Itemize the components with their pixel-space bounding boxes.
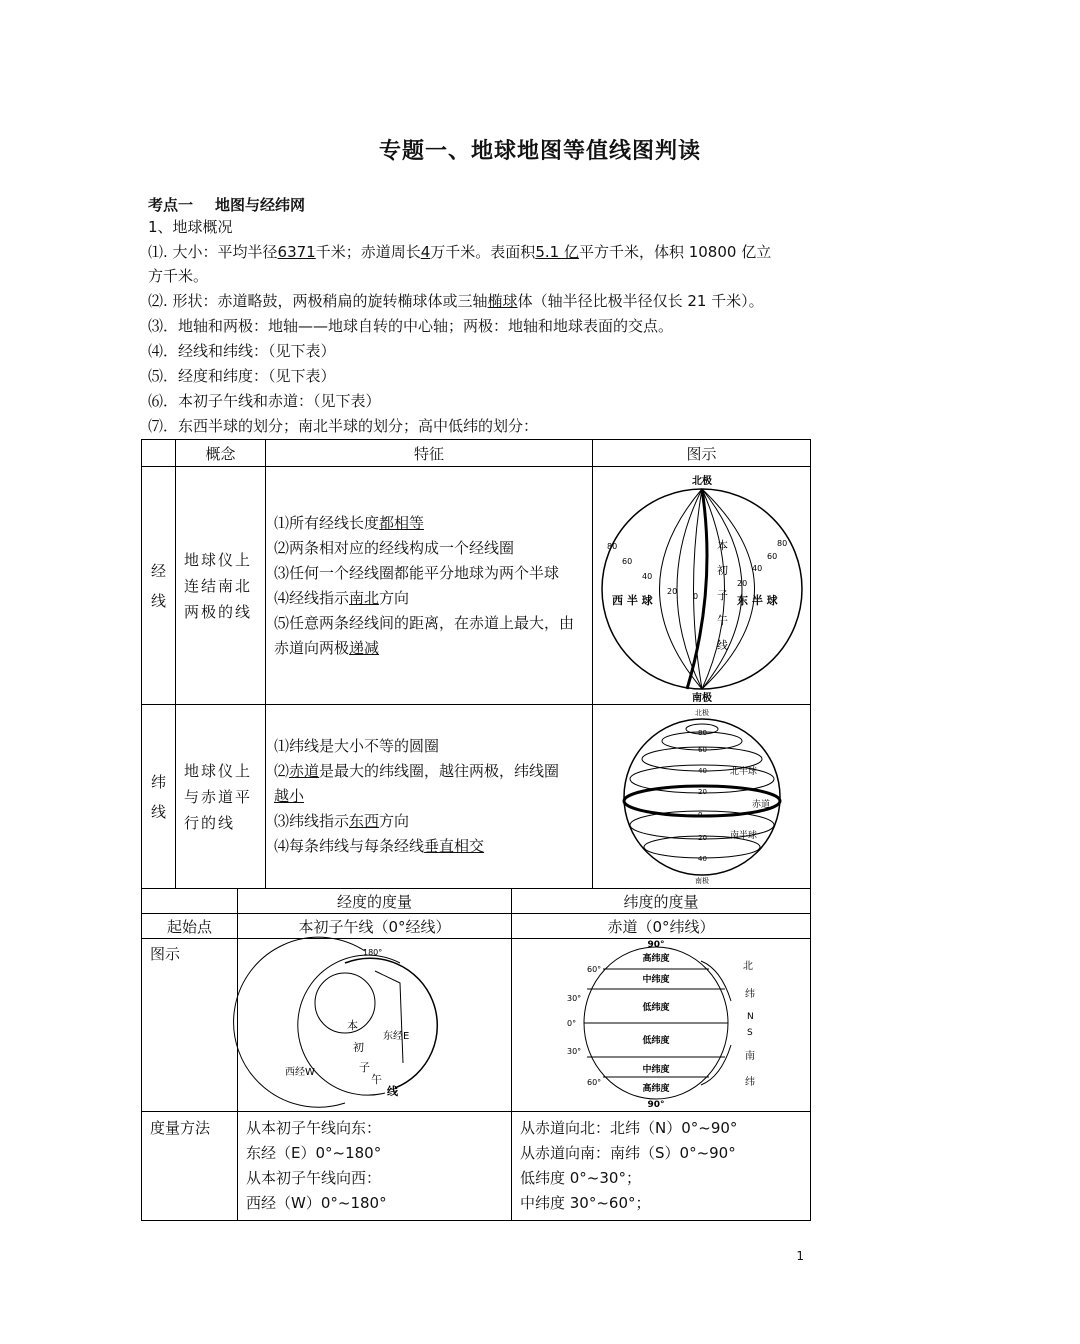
lat-right-label: 南 — [745, 1051, 755, 1062]
lat-label: 40 — [697, 854, 707, 863]
page-number: 1 — [796, 1249, 804, 1263]
northern-hemisphere-label: 北半球 — [729, 766, 757, 777]
lat-label: 80 — [697, 728, 707, 737]
lat-90-north: 90° — [647, 940, 665, 950]
lat-label: 0 — [697, 810, 702, 819]
lon-label: 40 — [751, 563, 762, 573]
start-label: 起始点 — [142, 914, 238, 939]
line-hemispheres: ⑺．东西半球的划分；南北半球的划分；高中低纬的划分： — [148, 417, 539, 435]
east-longitude-label: 东经E — [382, 1031, 409, 1042]
latitude-figure-cell — [512, 939, 811, 1112]
features-parallel: ⑴纬线是大小不等的圆圈 ⑵赤道是最大的纬线圈，越往两极，纬线圈 越小 ⑶纬线指示东西方向 ⑷每条纬线与每条经线垂直相交 — [266, 705, 593, 889]
lat-right-label: 纬 — [745, 989, 755, 1000]
lon-label: 20 — [736, 578, 747, 588]
zone-label: 中纬度 — [642, 975, 670, 985]
measure-table — [141, 888, 811, 1221]
empty-header — [142, 440, 176, 467]
lat-left-label: 0° — [567, 1019, 577, 1028]
figure-parallel — [593, 705, 811, 889]
west-longitude-label: 西经W — [284, 1067, 315, 1078]
header-concept: 概念 — [176, 440, 266, 467]
lon-label: 20 — [666, 586, 677, 596]
start-latitude: 赤道（0°纬线） — [512, 914, 811, 939]
north-pole-label: 北极 — [691, 475, 712, 487]
start-longitude: 本初子午线（0°经线） — [238, 914, 512, 939]
lat-label: 60 — [697, 745, 707, 754]
prime-meridian-char: 线 — [386, 1085, 398, 1098]
zone-label: 高纬度 — [642, 954, 670, 964]
lat-90-south: 90° — [647, 1100, 665, 1110]
page-title: 专题一、地球地图等值线图判读 — [378, 139, 701, 164]
header-latitude: 纬度的度量 — [512, 889, 811, 914]
zone-label: 低纬度 — [642, 1003, 670, 1013]
line-shape: ⑵. 形状：赤道略鼓，两极稍扁的旋转椭球体或三轴椭球体（轴半径比极半径仅长 21 千米）。 — [148, 292, 764, 310]
lat-right-label: S — [747, 1028, 753, 1038]
meridian-char: 初 — [716, 563, 728, 577]
meridian-char: 线 — [716, 638, 728, 652]
longitude-figure-cell — [238, 939, 512, 1112]
lon-label: 60 — [766, 551, 777, 561]
zone-label: 高纬度 — [642, 1084, 670, 1094]
header-longitude: 经度的度量 — [238, 889, 512, 914]
concept-parallel: 地球仪上与赤道平行的线 — [176, 705, 266, 889]
figure-label: 图示 — [142, 939, 238, 1112]
concept-table — [141, 439, 811, 889]
figure-meridian — [593, 467, 811, 705]
line-axis: ⑶．地轴和两极：地轴——地球自转的中心轴；两极：地轴和地球表面的交点。 — [148, 317, 674, 335]
lat-left-label: 60° — [587, 1078, 602, 1087]
method-latitude: 从赤道向北：北纬（N）0°~90° 从赤道向南：南纬（S）0°~90° 低纬度 0°~30°； 中纬度 30°~60°； — [512, 1112, 811, 1221]
lat-right-label: N — [747, 1012, 754, 1022]
lon-label: 0 — [692, 591, 698, 601]
west-hemisphere-label: 西 半 球 — [611, 593, 653, 607]
section-label: 考点一 — [148, 196, 194, 214]
row-name-meridian: 经线 — [142, 467, 176, 705]
lat-label: 20 — [697, 787, 707, 796]
southern-hemisphere-label: 南半球 — [729, 830, 757, 841]
zone-label: 低纬度 — [642, 1036, 670, 1046]
method-longitude: 从本初子午线向东： 东经（E）0°~180° 从本初子午线向西： 西经（W）0°~180° — [238, 1112, 512, 1221]
line-prime: ⑹．本初子午线和赤道：（见下表） — [148, 392, 381, 410]
method-label: 度量方法 — [142, 1112, 238, 1221]
lon-label: 60 — [621, 556, 632, 566]
prime-meridian-char: 午 — [370, 1073, 382, 1086]
meridian-char: 午 — [716, 613, 728, 627]
lat-left-label: 60° — [587, 965, 602, 974]
lon-label: 40 — [641, 571, 652, 581]
lat-label: 40 — [697, 766, 707, 775]
south-pole-label: 南极 — [691, 692, 712, 704]
header-feature: 特征 — [266, 440, 593, 467]
south-pole-label: 南极 — [694, 876, 709, 885]
empty-header — [142, 889, 238, 914]
line-meridians: ⑷．经线和纬线：（见下表） — [148, 342, 336, 360]
line-degrees: ⑸．经度和纬度：（见下表） — [148, 367, 336, 385]
lat-left-label: 30° — [567, 1047, 582, 1056]
prime-meridian-char: 本 — [346, 1019, 358, 1032]
lon-180-label: 180° — [362, 948, 382, 957]
meridian-char: 本 — [716, 538, 728, 552]
section-heading — [148, 194, 305, 215]
meridian-globe-figure — [597, 471, 807, 704]
line-size-cont: 方千米。 — [148, 267, 209, 285]
line-size: ⑴. 大小：平均半径6371千米；赤道周长4万千米。表面积5.1 亿平方千米，体积 10800 亿立 — [148, 243, 772, 261]
row-parallel — [142, 705, 811, 889]
east-hemisphere-label: 东 半 球 — [736, 593, 778, 607]
item-heading: 1、地球概况 — [148, 218, 233, 236]
row-meridian — [142, 467, 811, 705]
concept-meridian: 地球仪上连结南北两极的线 — [176, 467, 266, 705]
lon-label: 80 — [776, 538, 787, 548]
lat-label: 20 — [697, 833, 707, 842]
north-pole-label: 北极 — [694, 708, 709, 717]
features-meridian: ⑴所有经线长度都相等 ⑵两条相对应的经线构成一个经线圈 ⑶任何一个经线圈都能平分地球为两个半球 ⑷经线指示南北方向 ⑸任意两条经线间的距离，在赤道上最大，由赤道向两极递减 — [266, 467, 593, 705]
parallel-globe-figure — [612, 707, 792, 883]
meridian-char: 子 — [716, 588, 728, 602]
lon-label: 80 — [606, 541, 617, 551]
latitude-figure — [561, 939, 761, 1110]
longitude-figure — [285, 943, 465, 1103]
lat-right-label: 北 — [743, 961, 753, 972]
zone-label: 中纬度 — [642, 1065, 670, 1075]
prime-meridian-char: 初 — [352, 1041, 364, 1054]
lat-right-label: 纬 — [745, 1077, 755, 1088]
equator-label: 赤道 — [751, 799, 770, 810]
row-name-parallel: 纬线 — [142, 705, 176, 889]
header-figure: 图示 — [593, 440, 811, 467]
prime-meridian-char: 子 — [358, 1061, 370, 1074]
lat-left-label: 30° — [567, 994, 582, 1003]
section-name: 地图与经纬网 — [215, 196, 306, 214]
